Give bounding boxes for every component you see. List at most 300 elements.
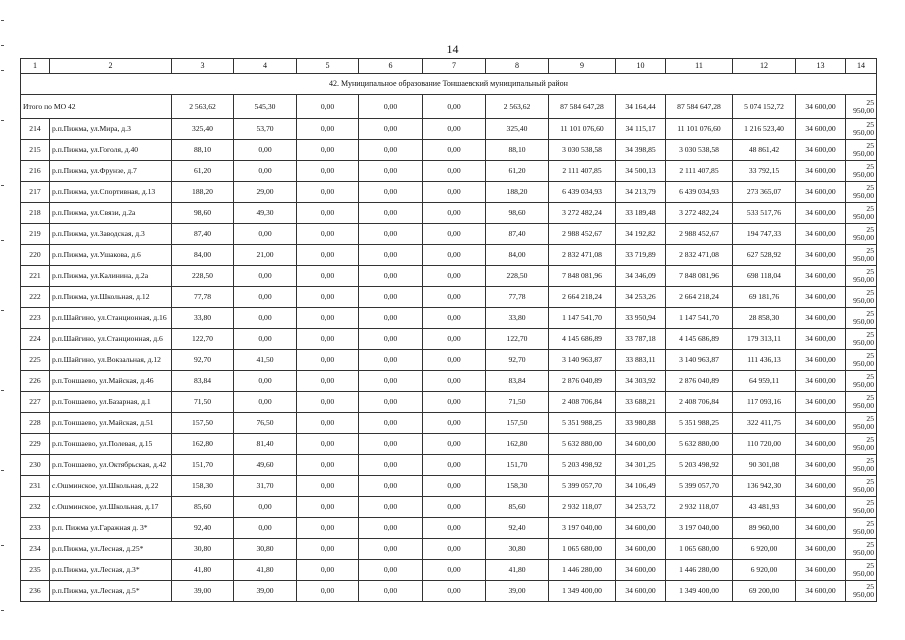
value-cell: 0,00 — [423, 203, 486, 224]
value-cell: 1 147 541,70 — [666, 308, 733, 329]
value-cell: 39,00 — [234, 581, 297, 602]
value-cell: 0,00 — [234, 224, 297, 245]
address-cell: р.п.Пижма, ул.Связи, д.2а — [50, 203, 172, 224]
value-cell: 71,50 — [486, 392, 549, 413]
value-cell: 41,80 — [234, 560, 297, 581]
value-cell: 7 848 081,96 — [666, 266, 733, 287]
value-cell: 33,80 — [486, 308, 549, 329]
value-cell: 33 883,11 — [616, 350, 666, 371]
value-cell: 71,50 — [172, 392, 234, 413]
value-cell: 25 950,00 — [846, 434, 877, 455]
address-cell: р.п.Шайгино, ул.Станционная, д.16 — [50, 308, 172, 329]
value-cell: 98,60 — [172, 203, 234, 224]
address-cell: с.Ошминское, ул.Школьная, д.22 — [50, 476, 172, 497]
value-cell: 0,00 — [297, 266, 359, 287]
row-number: 232 — [21, 497, 50, 518]
value-cell: 34 600,00 — [796, 392, 846, 413]
value-cell: 34 600,00 — [616, 434, 666, 455]
value-cell: 4 145 686,89 — [549, 329, 616, 350]
address-cell: р.п.Пижма, ул.Лесная, д.3* — [50, 560, 172, 581]
value-cell: 33 950,94 — [616, 308, 666, 329]
value-cell: 92,70 — [486, 350, 549, 371]
value-cell: 2 832 471,08 — [666, 245, 733, 266]
total-cell: 87 584 647,28 — [549, 95, 616, 119]
value-cell: 158,30 — [172, 476, 234, 497]
value-cell: 30,80 — [234, 539, 297, 560]
value-cell: 34 600,00 — [616, 560, 666, 581]
value-cell: 5 399 057,70 — [549, 476, 616, 497]
row-number: 218 — [21, 203, 50, 224]
value-cell: 0,00 — [359, 203, 423, 224]
address-cell: р.п.Шайгино, ул.Станционная, д.6 — [50, 329, 172, 350]
row-number: 215 — [21, 140, 50, 161]
value-cell: 0,00 — [423, 392, 486, 413]
value-cell: 34 106,49 — [616, 476, 666, 497]
table-row — [21, 119, 877, 140]
value-cell: 92,40 — [486, 518, 549, 539]
value-cell: 34 253,26 — [616, 287, 666, 308]
value-cell: 0,00 — [297, 581, 359, 602]
value-cell: 25 950,00 — [846, 329, 877, 350]
value-cell: 0,00 — [423, 119, 486, 140]
row-number: 228 — [21, 413, 50, 434]
value-cell: 162,80 — [486, 434, 549, 455]
value-cell: 0,00 — [297, 392, 359, 413]
value-cell: 0,00 — [423, 350, 486, 371]
value-cell: 0,00 — [234, 497, 297, 518]
value-cell: 33 189,48 — [616, 203, 666, 224]
value-cell: 34 600,00 — [796, 287, 846, 308]
value-cell: 151,70 — [486, 455, 549, 476]
value-cell: 5 203 498,92 — [666, 455, 733, 476]
value-cell: 34 303,92 — [616, 371, 666, 392]
value-cell: 0,00 — [297, 287, 359, 308]
table-row — [21, 497, 877, 518]
value-cell: 136 942,30 — [733, 476, 796, 497]
address-cell: р.п. Пижма ул.Гаражная д. 3* — [50, 518, 172, 539]
value-cell: 64 959,11 — [733, 371, 796, 392]
address-cell: р.п.Тоншаево, ул.Октябрьская, д.42 — [50, 455, 172, 476]
value-cell: 0,00 — [423, 476, 486, 497]
value-cell: 0,00 — [359, 182, 423, 203]
value-cell: 1 446 280,00 — [666, 560, 733, 581]
value-cell: 49,30 — [234, 203, 297, 224]
table-row — [21, 203, 877, 224]
column-header: 9 — [549, 59, 616, 74]
value-cell: 0,00 — [359, 413, 423, 434]
value-cell: 228,50 — [172, 266, 234, 287]
value-cell: 33 688,21 — [616, 392, 666, 413]
total-cell: 25 950,00 — [846, 95, 877, 119]
value-cell: 0,00 — [297, 350, 359, 371]
value-cell: 34 192,82 — [616, 224, 666, 245]
value-cell: 1 446 280,00 — [549, 560, 616, 581]
value-cell: 34 600,00 — [796, 518, 846, 539]
value-cell: 3 197 040,00 — [666, 518, 733, 539]
value-cell: 0,00 — [297, 497, 359, 518]
value-cell: 0,00 — [423, 581, 486, 602]
value-cell: 0,00 — [297, 539, 359, 560]
value-cell: 3 140 963,87 — [666, 350, 733, 371]
value-cell: 1 349 400,00 — [549, 581, 616, 602]
value-cell: 2 408 706,84 — [549, 392, 616, 413]
value-cell: 11 101 076,60 — [549, 119, 616, 140]
value-cell: 5 632 880,00 — [666, 434, 733, 455]
total-cell: 0,00 — [423, 95, 486, 119]
value-cell: 25 950,00 — [846, 119, 877, 140]
value-cell: 627 528,92 — [733, 245, 796, 266]
address-cell: р.п.Пижма, ул.Лесная, д.25* — [50, 539, 172, 560]
value-cell: 2 876 040,89 — [666, 371, 733, 392]
value-cell: 0,00 — [297, 140, 359, 161]
value-cell: 0,00 — [297, 203, 359, 224]
table-row — [21, 434, 877, 455]
value-cell: 2 664 218,24 — [549, 287, 616, 308]
value-cell: 34 600,00 — [796, 413, 846, 434]
address-cell: р.п.Пижма, ул.Гоголя, д.40 — [50, 140, 172, 161]
value-cell: 87,40 — [486, 224, 549, 245]
value-cell: 1 065 680,00 — [666, 539, 733, 560]
column-header: 14 — [846, 59, 877, 74]
table-row — [21, 224, 877, 245]
value-cell: 0,00 — [297, 518, 359, 539]
table-row — [21, 287, 877, 308]
value-cell: 0,00 — [297, 161, 359, 182]
address-cell: р.п.Пижма, ул.Мира, д.3 — [50, 119, 172, 140]
value-cell: 5 203 498,92 — [549, 455, 616, 476]
value-cell: 25 950,00 — [846, 371, 877, 392]
column-number-row — [21, 59, 877, 74]
value-cell: 28 858,30 — [733, 308, 796, 329]
value-cell: 34 600,00 — [616, 518, 666, 539]
table-row — [21, 476, 877, 497]
total-cell: 0,00 — [359, 95, 423, 119]
row-number: 222 — [21, 287, 50, 308]
value-cell: 1 349 400,00 — [666, 581, 733, 602]
row-number: 219 — [21, 224, 50, 245]
value-cell: 34 600,00 — [796, 245, 846, 266]
value-cell: 34 346,09 — [616, 266, 666, 287]
value-cell: 0,00 — [423, 497, 486, 518]
value-cell: 0,00 — [423, 245, 486, 266]
value-cell: 6 439 034,93 — [666, 182, 733, 203]
column-header: 11 — [666, 59, 733, 74]
value-cell: 34 213,79 — [616, 182, 666, 203]
total-cell: 2 563,62 — [486, 95, 549, 119]
value-cell: 162,80 — [172, 434, 234, 455]
value-cell: 53,70 — [234, 119, 297, 140]
value-cell: 77,78 — [172, 287, 234, 308]
value-cell: 0,00 — [297, 329, 359, 350]
value-cell: 325,40 — [486, 119, 549, 140]
value-cell: 2 988 452,67 — [549, 224, 616, 245]
address-cell: р.п.Пижма, ул.Фрунзе, д.7 — [50, 161, 172, 182]
value-cell: 34 600,00 — [796, 539, 846, 560]
value-cell: 31,70 — [234, 476, 297, 497]
table-row — [21, 182, 877, 203]
value-cell: 273 365,07 — [733, 182, 796, 203]
row-number: 220 — [21, 245, 50, 266]
value-cell: 5 399 057,70 — [666, 476, 733, 497]
address-cell: р.п.Тоншаево, ул.Полевая, д.15 — [50, 434, 172, 455]
value-cell: 0,00 — [297, 224, 359, 245]
value-cell: 0,00 — [359, 350, 423, 371]
value-cell: 0,00 — [234, 329, 297, 350]
value-cell: 34 600,00 — [616, 581, 666, 602]
value-cell: 188,20 — [486, 182, 549, 203]
value-cell: 179 313,11 — [733, 329, 796, 350]
total-cell: 34 164,44 — [616, 95, 666, 119]
value-cell: 84,00 — [486, 245, 549, 266]
value-cell: 43 481,93 — [733, 497, 796, 518]
value-cell: 33 792,15 — [733, 161, 796, 182]
column-header: 1 — [21, 59, 50, 74]
column-header: 8 — [486, 59, 549, 74]
value-cell: 34 600,00 — [616, 539, 666, 560]
value-cell: 0,00 — [359, 518, 423, 539]
value-cell: 25 950,00 — [846, 497, 877, 518]
value-cell: 0,00 — [423, 560, 486, 581]
row-number: 231 — [21, 476, 50, 497]
total-cell: 34 600,00 — [796, 95, 846, 119]
value-cell: 0,00 — [297, 413, 359, 434]
value-cell: 25 950,00 — [846, 224, 877, 245]
value-cell: 0,00 — [423, 266, 486, 287]
value-cell: 0,00 — [423, 161, 486, 182]
value-cell: 533 517,76 — [733, 203, 796, 224]
table-row — [21, 392, 877, 413]
value-cell: 110 720,00 — [733, 434, 796, 455]
section-title: 42. Муниципальное образование Тоншаевский муниципальный район — [21, 74, 877, 95]
row-number: 233 — [21, 518, 50, 539]
value-cell: 4 145 686,89 — [666, 329, 733, 350]
value-cell: 117 093,16 — [733, 392, 796, 413]
value-cell: 11 101 076,60 — [666, 119, 733, 140]
value-cell: 194 747,33 — [733, 224, 796, 245]
value-cell: 0,00 — [234, 161, 297, 182]
value-cell: 0,00 — [423, 539, 486, 560]
value-cell: 0,00 — [359, 434, 423, 455]
value-cell: 49,60 — [234, 455, 297, 476]
value-cell: 0,00 — [297, 371, 359, 392]
value-cell: 48 861,42 — [733, 140, 796, 161]
row-number: 225 — [21, 350, 50, 371]
value-cell: 3 197 040,00 — [549, 518, 616, 539]
value-cell: 33,80 — [172, 308, 234, 329]
value-cell: 0,00 — [423, 518, 486, 539]
table-row — [21, 308, 877, 329]
value-cell: 0,00 — [234, 371, 297, 392]
value-cell: 0,00 — [423, 140, 486, 161]
value-cell: 34 600,00 — [796, 371, 846, 392]
table-row — [21, 455, 877, 476]
row-number: 227 — [21, 392, 50, 413]
value-cell: 2 832 471,08 — [549, 245, 616, 266]
table-row — [21, 245, 877, 266]
value-cell: 25 950,00 — [846, 182, 877, 203]
value-cell: 34 600,00 — [796, 434, 846, 455]
value-cell: 34 600,00 — [796, 119, 846, 140]
value-cell: 25 950,00 — [846, 413, 877, 434]
value-cell: 34 600,00 — [796, 476, 846, 497]
value-cell: 3 272 482,24 — [666, 203, 733, 224]
value-cell: 111 436,13 — [733, 350, 796, 371]
value-cell: 0,00 — [359, 497, 423, 518]
value-cell: 122,70 — [486, 329, 549, 350]
total-cell: 0,00 — [297, 95, 359, 119]
value-cell: 6 920,00 — [733, 539, 796, 560]
value-cell: 0,00 — [359, 392, 423, 413]
value-cell: 41,80 — [486, 560, 549, 581]
value-cell: 0,00 — [234, 308, 297, 329]
value-cell: 5 351 988,25 — [666, 413, 733, 434]
value-cell: 2 664 218,24 — [666, 287, 733, 308]
address-cell: р.п.Пижма, ул.Лесная, д.5* — [50, 581, 172, 602]
address-cell: р.п.Пижма, ул.Заводская, д.3 — [50, 224, 172, 245]
value-cell: 25 950,00 — [846, 161, 877, 182]
value-cell: 84,00 — [172, 245, 234, 266]
value-cell: 25 950,00 — [846, 518, 877, 539]
value-cell: 0,00 — [297, 119, 359, 140]
value-cell: 33 787,18 — [616, 329, 666, 350]
value-cell: 25 950,00 — [846, 350, 877, 371]
table-row — [21, 350, 877, 371]
value-cell: 0,00 — [234, 392, 297, 413]
value-cell: 34 600,00 — [796, 224, 846, 245]
address-cell: р.п.Тоншаево, ул.Майская, д.51 — [50, 413, 172, 434]
value-cell: 34 600,00 — [796, 161, 846, 182]
value-cell: 25 950,00 — [846, 560, 877, 581]
value-cell: 69 200,00 — [733, 581, 796, 602]
column-header: 13 — [796, 59, 846, 74]
table-row — [21, 518, 877, 539]
row-number: 235 — [21, 560, 50, 581]
value-cell: 81,40 — [234, 434, 297, 455]
value-cell: 0,00 — [297, 308, 359, 329]
value-cell: 85,60 — [172, 497, 234, 518]
value-cell: 0,00 — [234, 266, 297, 287]
column-header: 2 — [50, 59, 172, 74]
column-header: 7 — [423, 59, 486, 74]
value-cell: 157,50 — [172, 413, 234, 434]
value-cell: 0,00 — [423, 371, 486, 392]
value-cell: 0,00 — [359, 455, 423, 476]
value-cell: 2 876 040,89 — [549, 371, 616, 392]
value-cell: 0,00 — [359, 581, 423, 602]
value-cell: 25 950,00 — [846, 140, 877, 161]
table-row — [21, 560, 877, 581]
value-cell: 2 988 452,67 — [666, 224, 733, 245]
value-cell: 5 632 880,00 — [549, 434, 616, 455]
value-cell: 3 140 963,87 — [549, 350, 616, 371]
column-header: 3 — [172, 59, 234, 74]
value-cell: 1 216 523,40 — [733, 119, 796, 140]
value-cell: 25 950,00 — [846, 308, 877, 329]
value-cell: 87,40 — [172, 224, 234, 245]
address-cell: р.п.Тоншаево, ул.Майская, д.46 — [50, 371, 172, 392]
value-cell: 89 960,00 — [733, 518, 796, 539]
value-cell: 0,00 — [359, 287, 423, 308]
address-cell: р.п.Шайгино, ул.Вокзальная, д.12 — [50, 350, 172, 371]
value-cell: 30,80 — [486, 539, 549, 560]
value-cell: 0,00 — [359, 329, 423, 350]
table-row — [21, 140, 877, 161]
value-cell: 0,00 — [297, 434, 359, 455]
value-cell: 33 719,89 — [616, 245, 666, 266]
value-cell: 122,70 — [172, 329, 234, 350]
address-cell: р.п.Пижма, ул.Калинина, д.2а — [50, 266, 172, 287]
value-cell: 34 600,00 — [796, 350, 846, 371]
value-cell: 34 600,00 — [796, 455, 846, 476]
value-cell: 77,78 — [486, 287, 549, 308]
value-cell: 34 600,00 — [796, 308, 846, 329]
column-header: 6 — [359, 59, 423, 74]
value-cell: 25 950,00 — [846, 287, 877, 308]
total-cell: 87 584 647,28 — [666, 95, 733, 119]
row-number: 230 — [21, 455, 50, 476]
address-cell: р.п.Пижма, ул.Ушакова, д.6 — [50, 245, 172, 266]
value-cell: 25 950,00 — [846, 392, 877, 413]
column-header: 10 — [616, 59, 666, 74]
value-cell: 34 115,17 — [616, 119, 666, 140]
total-cell: 545,30 — [234, 95, 297, 119]
value-cell: 3 030 538,58 — [666, 140, 733, 161]
address-cell: с.Ошминское, ул.Школьная, д.17 — [50, 497, 172, 518]
value-cell: 0,00 — [359, 119, 423, 140]
row-number: 226 — [21, 371, 50, 392]
address-cell: р.п.Пижма, ул.Школьная, д.12 — [50, 287, 172, 308]
value-cell: 34 600,00 — [796, 182, 846, 203]
value-cell: 6 439 034,93 — [549, 182, 616, 203]
value-cell: 25 950,00 — [846, 245, 877, 266]
row-number: 229 — [21, 434, 50, 455]
value-cell: 2 111 407,85 — [666, 161, 733, 182]
row-number: 234 — [21, 539, 50, 560]
value-cell: 0,00 — [423, 329, 486, 350]
value-cell: 0,00 — [234, 287, 297, 308]
value-cell: 69 181,76 — [733, 287, 796, 308]
value-cell: 83,84 — [486, 371, 549, 392]
value-cell: 33 980,88 — [616, 413, 666, 434]
value-cell: 0,00 — [297, 455, 359, 476]
value-cell: 0,00 — [359, 560, 423, 581]
value-cell: 34 600,00 — [796, 140, 846, 161]
value-cell: 0,00 — [359, 371, 423, 392]
value-cell: 88,10 — [172, 140, 234, 161]
value-cell: 228,50 — [486, 266, 549, 287]
table-row — [21, 266, 877, 287]
value-cell: 0,00 — [423, 413, 486, 434]
address-cell: р.п.Тоншаево, ул.Базарная, д.1 — [50, 392, 172, 413]
value-cell: 1 065 680,00 — [549, 539, 616, 560]
row-number: 217 — [21, 182, 50, 203]
table-row — [21, 371, 877, 392]
value-cell: 2 932 118,07 — [666, 497, 733, 518]
value-cell: 1 147 541,70 — [549, 308, 616, 329]
value-cell: 61,20 — [486, 161, 549, 182]
value-cell: 25 950,00 — [846, 455, 877, 476]
value-cell: 34 600,00 — [796, 329, 846, 350]
value-cell: 92,40 — [172, 518, 234, 539]
column-header: 12 — [733, 59, 796, 74]
value-cell: 151,70 — [172, 455, 234, 476]
value-cell: 0,00 — [423, 308, 486, 329]
value-cell: 0,00 — [297, 476, 359, 497]
total-cell: 2 563,62 — [172, 95, 234, 119]
table-row — [21, 329, 877, 350]
value-cell: 90 301,08 — [733, 455, 796, 476]
value-cell: 0,00 — [423, 455, 486, 476]
